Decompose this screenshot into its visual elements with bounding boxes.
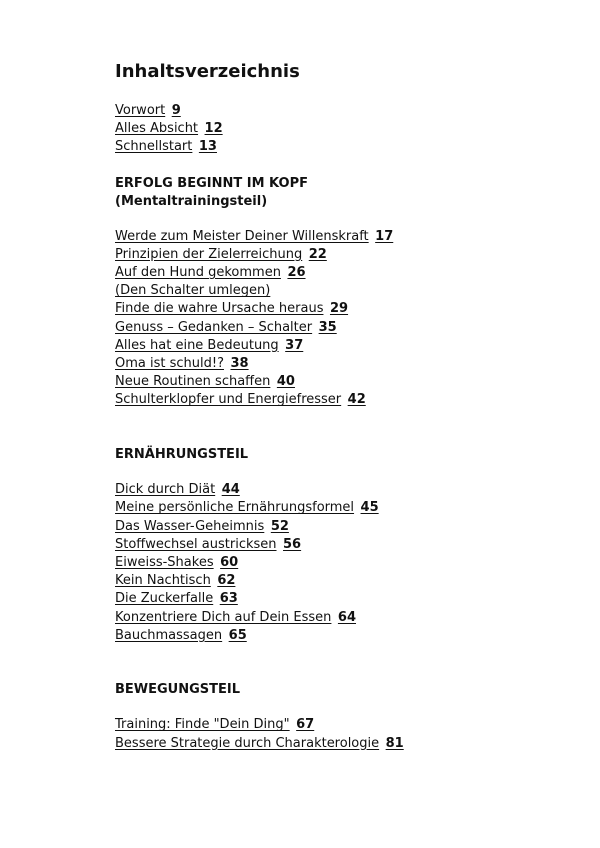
section-heading-mental	[115, 175, 555, 212]
toc-entry-page: 45	[360, 500, 379, 516]
mental-entries	[115, 228, 555, 410]
toc-entry-label: Das Wasser-Geheimnis	[115, 518, 265, 534]
toc-entry-label: Meine persönliche Ernährungsformel	[115, 500, 355, 516]
toc-entry-page: 65	[228, 627, 247, 643]
toc-entry[interactable]	[115, 282, 555, 300]
toc-entry-label: Auf den Hund gekommen	[115, 265, 281, 281]
section-heading-line: ERFOLG BEGINNT IM KOPF	[115, 175, 309, 191]
toc-entry-label: Oma ist schuld!?	[115, 356, 224, 372]
toc-entry-page: 37	[285, 337, 304, 353]
toc-entry-alles-absicht[interactable]	[115, 120, 555, 138]
page-title: Inhaltsverzeichnis	[115, 61, 300, 82]
toc-entry[interactable]	[115, 391, 555, 409]
toc-entry-page: 26	[287, 265, 306, 281]
toc-entry-page: 81	[385, 735, 404, 751]
toc-entry-page: 52	[270, 518, 289, 534]
toc-entry-page: 42	[347, 392, 366, 408]
toc-entry[interactable]	[115, 536, 555, 554]
toc-entry[interactable]	[115, 373, 555, 391]
toc-entry-page: 9	[171, 103, 181, 118]
toc-entry-page: 22	[308, 246, 327, 262]
toc-entry-label: Alles Absicht	[115, 121, 199, 137]
toc-entry[interactable]	[115, 627, 555, 645]
toc-entry-vorwort[interactable]	[115, 102, 555, 120]
toc-entry[interactable]	[115, 499, 555, 517]
table-of-contents	[115, 60, 555, 753]
toc-entry-label: Training: Finde "Dein Ding"	[115, 717, 290, 733]
toc-entry-page: 38	[230, 356, 249, 372]
toc-entry-label: Alles hat eine Bedeutung	[115, 337, 279, 353]
toc-entry-label: Schulterklopfer und Energiefresser	[115, 392, 342, 408]
section-heading-bewegung: BEWEGUNGSTEIL	[115, 681, 241, 697]
toc-entry[interactable]	[115, 590, 555, 608]
toc-entry-schnellstart[interactable]	[115, 138, 555, 156]
toc-entry-page: 35	[318, 319, 337, 335]
toc-entry[interactable]	[115, 518, 555, 536]
toc-entry[interactable]	[115, 246, 555, 264]
toc-entry[interactable]	[115, 355, 555, 373]
toc-entry[interactable]	[115, 319, 555, 337]
toc-entry-label: Stoffwechsel austricksen	[115, 536, 277, 552]
toc-entry-page: 17	[375, 228, 394, 244]
toc-entry-label: Eiweiss-Shakes	[115, 554, 214, 570]
toc-entry-label: Bauchmassagen	[115, 627, 223, 643]
toc-entry-label: Genuss – Gedanken – Schalter	[115, 319, 313, 335]
toc-entry[interactable]	[115, 716, 555, 734]
toc-entry[interactable]	[115, 228, 555, 246]
section-heading-ernaehrung: ERNÄHRUNGSTEIL	[115, 446, 249, 462]
ernaehrung-entries	[115, 481, 555, 645]
toc-entry-label: Bessere Strategie durch Charakterologie	[115, 735, 380, 751]
toc-entry-page: 60	[220, 554, 239, 570]
toc-entry-label: (Den Schalter umlegen)	[115, 283, 271, 299]
toc-entry-page: 63	[219, 591, 238, 607]
toc-entry-page: 13	[198, 139, 217, 155]
toc-entry-page: 67	[296, 717, 315, 733]
toc-entry[interactable]	[115, 481, 555, 499]
toc-entry-label: Dick durch Diät	[115, 482, 216, 498]
toc-entry-label: Werde zum Meister Deiner Willenskraft	[115, 228, 369, 244]
toc-entry-label: Finde die wahre Ursache heraus	[115, 301, 324, 317]
toc-entry-label: Prinzipien der Zielerreichung	[115, 246, 303, 262]
toc-entry-page: 29	[329, 301, 349, 317]
bewegung-entries	[115, 716, 555, 752]
section-heading-subtitle: (Mentaltrainingsteil)	[115, 194, 268, 210]
toc-entry-label: Die Zuckerfalle	[115, 591, 214, 607]
toc-entry[interactable]	[115, 609, 555, 627]
toc-entry-page: 64	[337, 609, 357, 625]
toc-entry-page: 62	[217, 573, 236, 589]
toc-entry-label: Konzentriere Dich auf Dein Essen	[115, 609, 332, 625]
toc-entry[interactable]	[115, 264, 555, 282]
toc-entry-label: Kein Nachtisch	[115, 573, 211, 589]
toc-entry-page: 40	[276, 374, 295, 390]
toc-entry[interactable]	[115, 554, 555, 572]
toc-entry-page: 12	[204, 121, 223, 137]
toc-entry[interactable]	[115, 735, 555, 753]
toc-entry[interactable]	[115, 337, 555, 355]
toc-entry[interactable]	[115, 300, 555, 318]
toc-entry[interactable]	[115, 572, 555, 590]
toc-entry-label: Schnellstart	[115, 139, 193, 155]
intro-entries	[115, 102, 555, 157]
toc-entry-page: 56	[283, 536, 302, 552]
toc-entry-label: Neue Routinen schaffen	[115, 374, 271, 390]
toc-entry-page: 44	[221, 482, 240, 498]
toc-entry-label: Vorwort	[115, 103, 166, 118]
